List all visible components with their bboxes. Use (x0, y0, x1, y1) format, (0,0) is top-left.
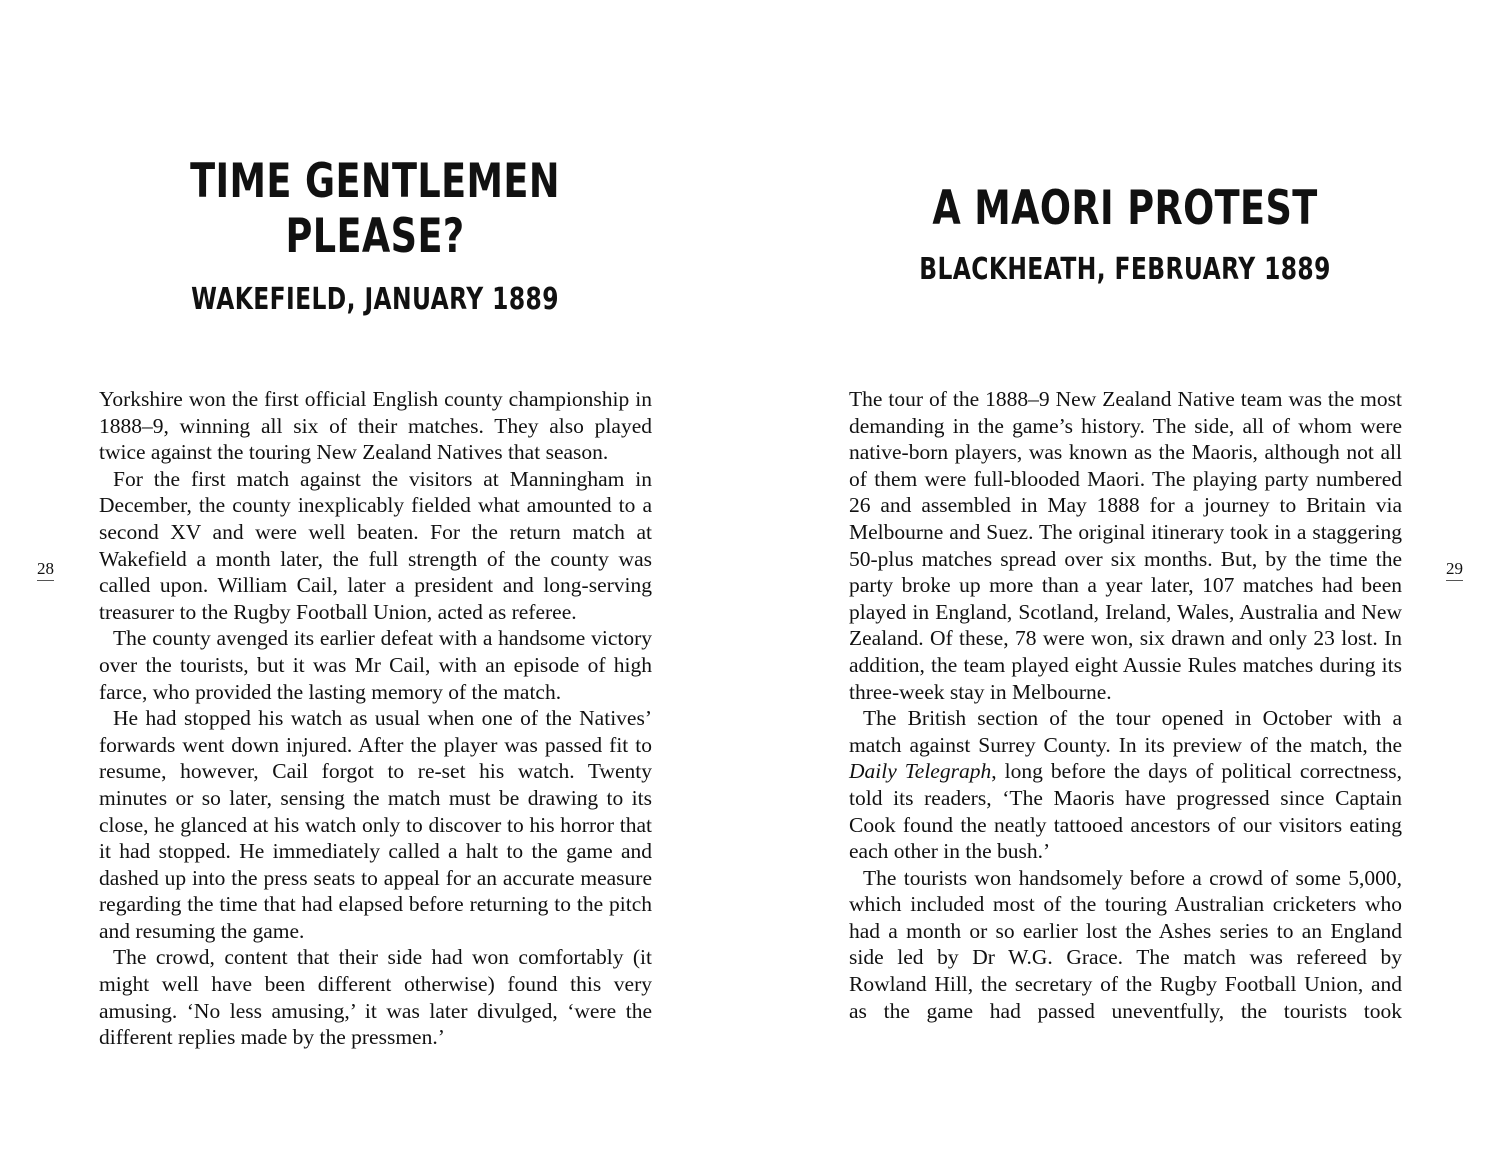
paragraph-text: , long before the days of political correctness, told its readers, ‘The Maoris have progressed since Captain Cook found the neatly tattooed ancestors of our visitors eating each other in the bush.’ (849, 759, 1402, 864)
right-chapter-title: A MAORI PROTEST (932, 181, 1318, 236)
newspaper-name: Daily Telegraph (849, 759, 992, 784)
right-paragraph: The tourists won handsomely before a crowd of some 5,000, which included most of the touring Australian cricketers who had a month or so earlier lost the Ashes series to an England side led by Dr W.G. Grace. The match was refereed by Rowland Hill, the secretary of the Rugby Football Union, and as the game had passed uneventfully, the tourists took (849, 865, 1402, 1023)
left-body-text (99, 386, 652, 1051)
paragraph-text: The British section of the tour opened in October with a match against Surrey County. In its preview of the match, the (849, 706, 1402, 757)
left-paragraph: For the first match against the visitors at Manningham in December, the county inexplicably fielded what amounted to a second XV and were well beaten. For the return match at Wakefield a month later, the full strength of the county was called upon. William Cail, later a president and long-serving treasurer to the Rugby Football Union, acted as referee. (99, 466, 652, 624)
right-paragraph: The tour of the 1888–9 New Zealand Native team was the most demanding in the game’s history. The side, all of whom were native-born players, was known as the Maoris, although not all of them were full-blooded Maori. The playing party numbered 26 and assembled in May 1888 for a journey to Britain via Melbourne and Suez. The original itinerary took in a staggering 50-plus matches spread over six months. But, by the time the party broke up more than a year later, 107 matches had been played in England, Scotland, Ireland, Wales, Australia and New Zealand. Of these, 78 were won, six drawn and only 23 lost. In addition, the team played eight Aussie Rules matches during its three-week stay in Melbourne. (849, 387, 1402, 704)
left-paragraph: The county avenged its earlier defeat with a handsome victory over the tourists, but it was Mr Cail, with an episode of high farce, who provided the lasting memory of the match. (99, 626, 652, 704)
page-number-right: 29 (1446, 559, 1463, 581)
right-body-text (849, 386, 1402, 1024)
left-paragraph: He had stopped his watch as usual when one of the Natives’ forwards went down injured. After the player was passed fit to resume, however, Cail forgot to re-set his watch. Twenty minutes or so later, sensing the match must be drawing to its close, he glanced at his watch only to discover to his horror that it had stopped. He immediately called a halt to the game and dashed up into the press seats to appeal for an accurate measure regarding the time that had elapsed before returning to the pitch and resuming the game. (99, 706, 652, 943)
left-chapter-subtitle: WAKEFIELD, JANUARY 1889 (191, 282, 559, 317)
left-title-line1: TIME GENTLEMEN (190, 154, 560, 209)
left-paragraph: The crowd, content that their side had won comfortably (it might well have been different otherwise) found this very amusing. ‘No less amusing,’ it was later divulged, ‘were the different replies made by the pressmen.’ (99, 945, 652, 1050)
left-chapter-title (83, 154, 668, 264)
right-paragraph (849, 705, 1402, 865)
left-paragraph: Yorkshire won the first official English county championship in 1888–9, winning all six of their matches. They also played twice against the touring New Zealand Natives that season. (99, 387, 652, 465)
page-number-left: 28 (37, 559, 54, 581)
left-title-line2: PLEASE? (285, 209, 465, 264)
right-chapter-subtitle: BLACKHEATH, FEBRUARY 1889 (919, 252, 1331, 287)
right-page (750, 0, 1500, 1151)
